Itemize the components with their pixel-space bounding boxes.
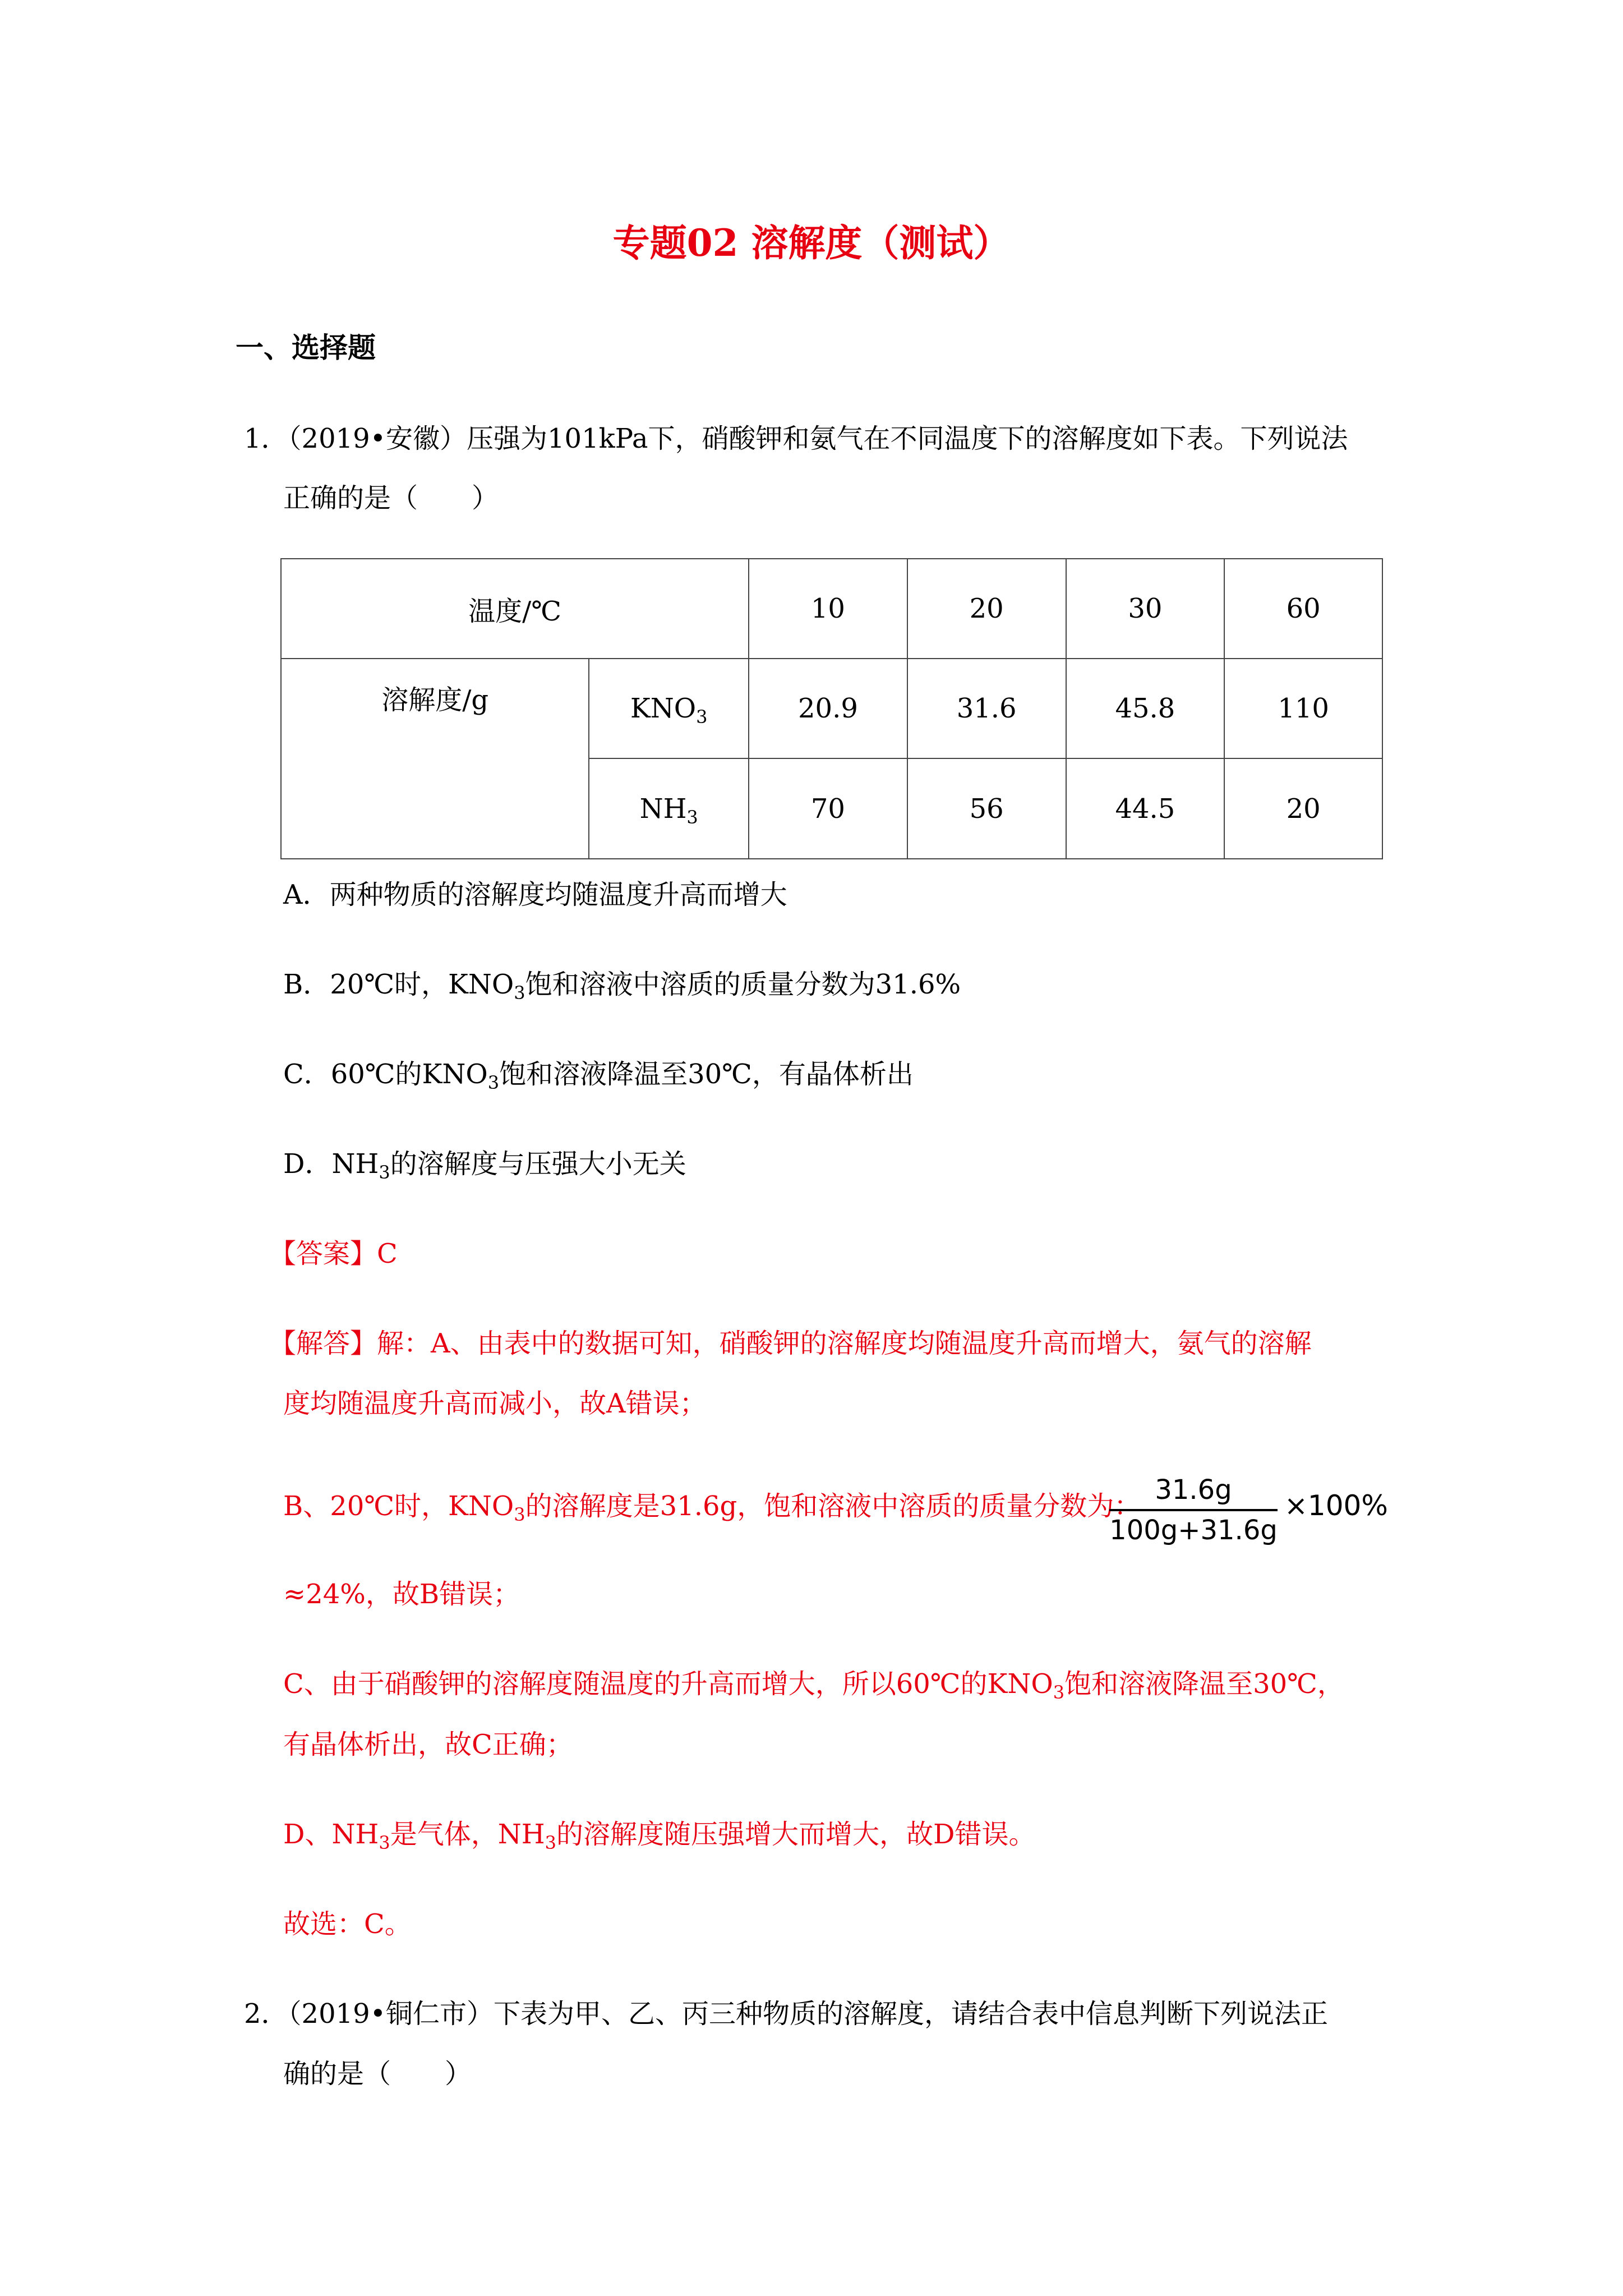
value-cell: 44.5 (1066, 758, 1225, 859)
analysis-text: 解：A、由表中的数据可知，硝酸钾的溶解度均随温度升高而增大，氨气的溶解 (377, 1328, 1312, 1359)
fraction-multiplier: ×100% (1284, 1489, 1388, 1522)
substance-name: KNO (630, 693, 697, 724)
substance-name: NH (639, 793, 687, 825)
value-cell: 20 (1224, 758, 1382, 859)
option-b (283, 968, 961, 1004)
substance-cell-nh3 (589, 758, 749, 859)
table-row (281, 659, 1382, 758)
analysis-b-line (283, 1489, 1141, 1523)
solubility-label-cell: 溶解度/g (281, 659, 589, 859)
answer-value: C (377, 1238, 398, 1269)
fraction-bar (1109, 1509, 1278, 1511)
analysis-c-line1 (283, 1667, 1344, 1701)
analysis-c-line2: 有晶体析出，故C正确； (283, 1729, 573, 1760)
subscript: 3 (379, 1162, 390, 1183)
subscript: 3 (1053, 1682, 1065, 1703)
answer-label: 【答案】 (269, 1238, 377, 1269)
temp-cell: 20 (907, 559, 1066, 659)
option-text: D．NH (283, 1148, 379, 1180)
analysis-label: 【解答】 (269, 1328, 377, 1359)
analysis-text: 饱和溶液降温至30℃， (1064, 1668, 1344, 1700)
analysis-text: C、由于硝酸钾的溶解度随温度的升高而增大，所以60℃的KNO (283, 1668, 1053, 1700)
analysis-text: 的溶解度随压强增大而增大，故D错误。 (556, 1819, 1036, 1850)
subscript: 3 (696, 706, 708, 728)
table-row (281, 559, 1382, 659)
option-text: 的溶解度与压强大小无关 (390, 1148, 686, 1180)
value-cell: 45.8 (1066, 659, 1225, 758)
q2-stem-line1: 2．（2019•铜仁市）下表为甲、乙、丙三种物质的溶解度，请结合表中信息判断下列说法正 (244, 1998, 1329, 2030)
temp-cell: 60 (1224, 559, 1382, 659)
value-cell: 31.6 (907, 659, 1066, 758)
fraction-numerator: 31.6g (1155, 1474, 1232, 1506)
subscript: 3 (545, 1832, 556, 1853)
analysis-d-line (283, 1818, 1035, 1851)
option-text: B．20℃时，KNO (283, 969, 514, 1000)
answer-line (269, 1237, 398, 1271)
option-a: A．两种物质的溶解度均随温度升高而增大 (283, 879, 787, 910)
subscript: 3 (487, 1072, 500, 1093)
section-heading: 一、选择题 (236, 331, 376, 364)
option-c (283, 1057, 914, 1091)
temp-cell: 30 (1066, 559, 1225, 659)
option-text: 饱和溶液中溶质的质量分数为31.6% (525, 969, 961, 1000)
substance-cell-kno3 (589, 659, 749, 758)
analysis-text: D、NH (283, 1819, 379, 1850)
value-cell: 56 (907, 758, 1066, 859)
subscript: 3 (514, 1504, 525, 1525)
subscript: 3 (379, 1832, 390, 1853)
analysis-conclusion: 故选：C。 (283, 1908, 412, 1940)
subscript: 3 (514, 982, 525, 1004)
analysis-text: 是气体，NH (390, 1819, 545, 1850)
option-d (283, 1147, 686, 1181)
q2-stem-line2: 确的是（ ） (283, 2058, 472, 2090)
analysis-line2: 度均随温度升高而减小，故A错误； (283, 1388, 707, 1419)
q1-stem-line1: 1．（2019•安徽）压强为101kPa下，硝酸钾和氨气在不同温度下的溶解度如下表。下列说法 (244, 423, 1348, 454)
option-text: C．60℃的KNO (283, 1059, 488, 1090)
option-text: 饱和溶液降温至30℃，有晶体析出 (499, 1059, 914, 1090)
analysis-b-line2: ≈24%，故B错误； (283, 1579, 520, 1610)
temp-cell: 10 (749, 559, 907, 659)
analysis-line1 (269, 1327, 1312, 1360)
value-cell: 70 (749, 758, 907, 859)
fraction-denominator: 100g+31.6g (1109, 1515, 1278, 1546)
page-title: 专题02 溶解度（测试） (612, 221, 1011, 265)
q1-stem-line2: 正确的是（ ） (283, 482, 499, 514)
value-cell: 20.9 (749, 659, 907, 758)
temp-header-cell: 温度/℃ (281, 559, 749, 659)
mass-fraction-formula (1109, 1474, 1278, 1546)
analysis-text: 的溶解度是31.6g，饱和溶液中溶质的质量分数为： (525, 1490, 1141, 1522)
analysis-text: B、20℃时，KNO (283, 1490, 514, 1522)
subscript: 3 (686, 806, 698, 828)
value-cell: 110 (1224, 659, 1382, 758)
solubility-table (280, 558, 1383, 859)
